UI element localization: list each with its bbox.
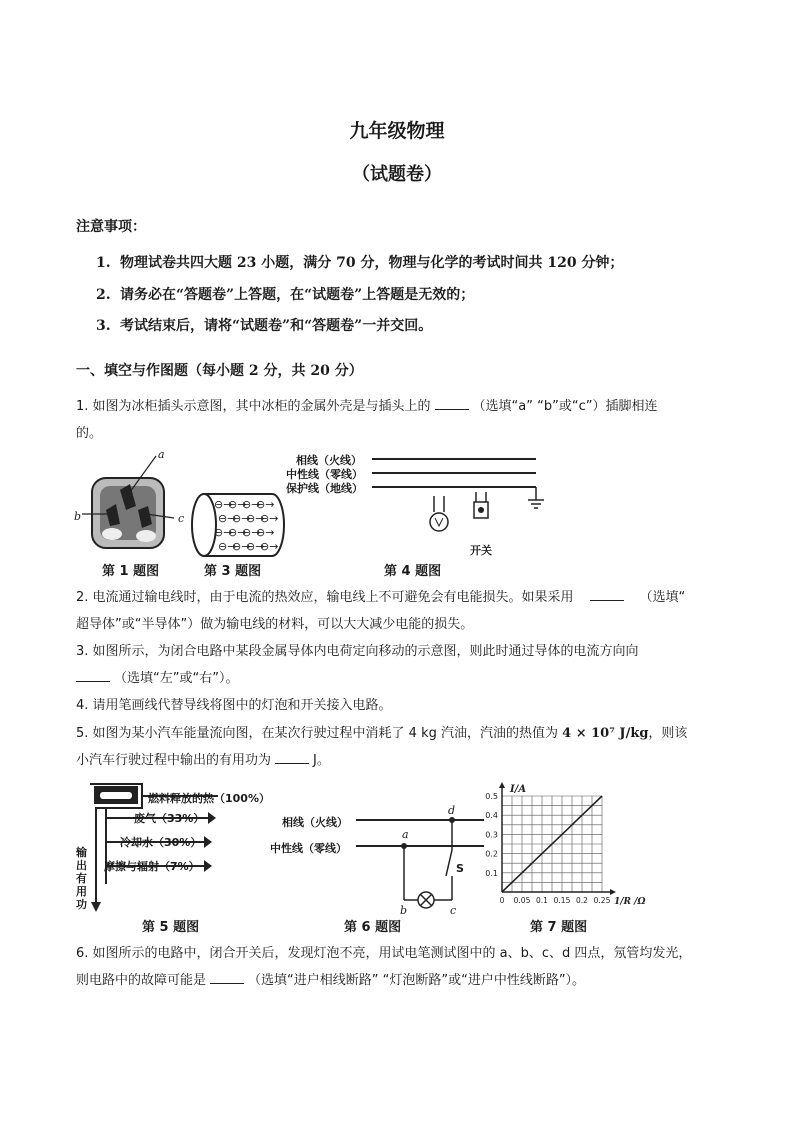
y-tick-label: 0.5 <box>485 792 498 801</box>
question-4: 4. 请用笔画线代替导线将图中的灯泡和开关接入电路。 <box>76 698 392 713</box>
charge-symbol: ⊖→ <box>256 526 275 539</box>
fig3-conductor <box>190 492 290 558</box>
charge-symbol: ⊖→ <box>242 498 261 511</box>
charge-symbol: ⊖→ <box>242 526 261 539</box>
charge-symbol: ⊖→ <box>256 498 275 511</box>
fig1-caption: 第 1 题图 <box>102 564 160 579</box>
fig1-label-a: a <box>158 448 165 461</box>
x-tick-label: 0.2 <box>576 896 588 905</box>
notice-item: 1. 物理试卷共四大题 23 小题，满分 70 分，物理与化学的考试时间共 120 分钟； <box>96 255 624 271</box>
charge-symbol: ⊖→ <box>260 540 279 553</box>
x-axis-label: 1/R /Ω <box>614 897 646 907</box>
fig5-loss-friction: 摩擦与辐射（7%） <box>104 860 200 873</box>
section-heading: 一、填空与作图题（每小题 2 分，共 20 分） <box>76 363 363 379</box>
charge-symbol: ⊖→ <box>232 512 251 525</box>
question-3: 3. 如图所示，为闭合电路中某段金属导体内电荷定向移动的示意图，则此时通过导体的电流方向向 （选填“左”或“右”）。 <box>76 644 639 686</box>
fig3-caption: 第 3 题图 <box>204 564 262 579</box>
fig4-circuit <box>370 456 550 556</box>
answer-blank[interactable] <box>275 749 309 764</box>
charge-symbol: ⊖→ <box>214 498 233 511</box>
x-tick-label: 0.1 <box>536 896 548 905</box>
question-2: 2. 电流通过输电线时，由于电流的热效应，输电线上不可避免会有电能损失。如果采用 （选填“ 超导体”或“半导体”）做为输电线的材料，可以大大减少电能的损失。 <box>76 584 726 638</box>
y-tick-label: 0.3 <box>485 830 498 840</box>
fig6-switch-label: S <box>456 862 464 875</box>
fig4-caption: 第 4 题图 <box>384 564 442 579</box>
fig1-label-c: c <box>178 512 185 525</box>
notice-item: 3. 考试结束后，请将“试题卷”和“答题卷”一并交回。 <box>96 318 433 334</box>
answer-blank[interactable] <box>76 667 110 682</box>
charge-symbol: ⊖→ <box>260 512 279 525</box>
charge-symbol: ⊖→ <box>218 512 237 525</box>
question-6: 6. 如图所示的电路中，闭合开关后，发现灯泡不亮，用试电笔测试图中的 a、b、c、d 四点，氖管均发光， 则电路中的故障可能是 （选填“进户相线断路” “灯泡断路”或“进户中性线断路”）。 <box>76 946 692 988</box>
charge-symbol: ⊖→ <box>218 540 237 553</box>
charge-symbol: ⊖→ <box>228 498 247 511</box>
fig6-point-a: a <box>402 828 409 841</box>
fig6-caption: 第 6 题图 <box>344 920 402 935</box>
x-tick-label: 0.25 <box>593 896 611 905</box>
fig5-loss-cooling: 冷却水（30%） <box>120 836 202 849</box>
x-tick-label: 0.15 <box>553 896 571 905</box>
y-tick-label: 0.2 <box>485 849 498 859</box>
fig4-line-neutral: 中性线（零线） <box>286 468 363 481</box>
fig5-output-label: 输 出 有 用 功 <box>76 846 87 911</box>
fig6-line-neutral: 中性线（零线） <box>270 842 347 855</box>
fig5-caption: 第 5 题图 <box>142 920 200 935</box>
answer-blank[interactable] <box>210 969 244 984</box>
fig6-point-b: b <box>400 904 408 917</box>
charge-symbol: ⊖→ <box>246 540 265 553</box>
fig4-line-earth: 保护线（地线） <box>286 482 363 495</box>
x-axis-arrow <box>610 889 616 895</box>
y-tick-label: 0.4 <box>485 811 498 821</box>
y-tick-label: 0.1 <box>485 868 498 878</box>
answer-blank[interactable] <box>590 586 624 601</box>
fig5-loss-exhaust: 废气（33%） <box>134 812 205 825</box>
fig7-chart <box>472 780 646 914</box>
page-title: 九年级物理 <box>349 120 445 142</box>
fig6-point-d: d <box>448 804 456 817</box>
fig1-plug <box>70 448 190 558</box>
charge-symbol: ⊖→ <box>228 526 247 539</box>
charge-symbol: ⊖→ <box>246 512 265 525</box>
x-tick-label: 0 <box>499 896 505 905</box>
y-axis-arrow <box>499 782 505 788</box>
fig6-point-c: c <box>450 904 457 917</box>
question-1: 1. 如图为冰柜插头示意图，其中冰柜的金属外壳是与插头上的 （选填“a” “b”或“c”）插脚相连 的。 <box>76 393 726 447</box>
fig4-switch-label: 开关 <box>470 544 492 557</box>
fig1-label-b: b <box>74 510 82 523</box>
charge-symbol: ⊖→ <box>232 540 251 553</box>
page-subtitle: （试题卷） <box>352 164 442 185</box>
fig4-line-live: 相线（火线） <box>296 454 362 467</box>
question-5: 5. 如图为某小汽车能量流向图，在某次行驶过程中消耗了 4 kg 汽油，汽油的热值为 4 × 10⁷ J/kg，则该 小汽车行驶过程中输出的有用功为 J。 <box>76 726 688 768</box>
fig7-caption: 第 7 题图 <box>530 920 588 935</box>
heat-value-formula: 4 × 10⁷ J/kg <box>562 726 649 741</box>
y-axis-label: I/A <box>510 784 527 795</box>
charge-symbol: ⊖→ <box>214 526 233 539</box>
notice-heading: 注意事项： <box>76 219 146 235</box>
fig6-line-live: 相线（火线） <box>282 816 348 829</box>
answer-blank[interactable] <box>435 395 469 410</box>
fig5-source: 燃料释放的热（100%） <box>148 792 270 805</box>
x-tick-label: 0.05 <box>513 896 531 905</box>
notice-item: 2. 请务必在“答题卷”上答题，在“试题卷”上答题是无效的； <box>96 287 475 303</box>
